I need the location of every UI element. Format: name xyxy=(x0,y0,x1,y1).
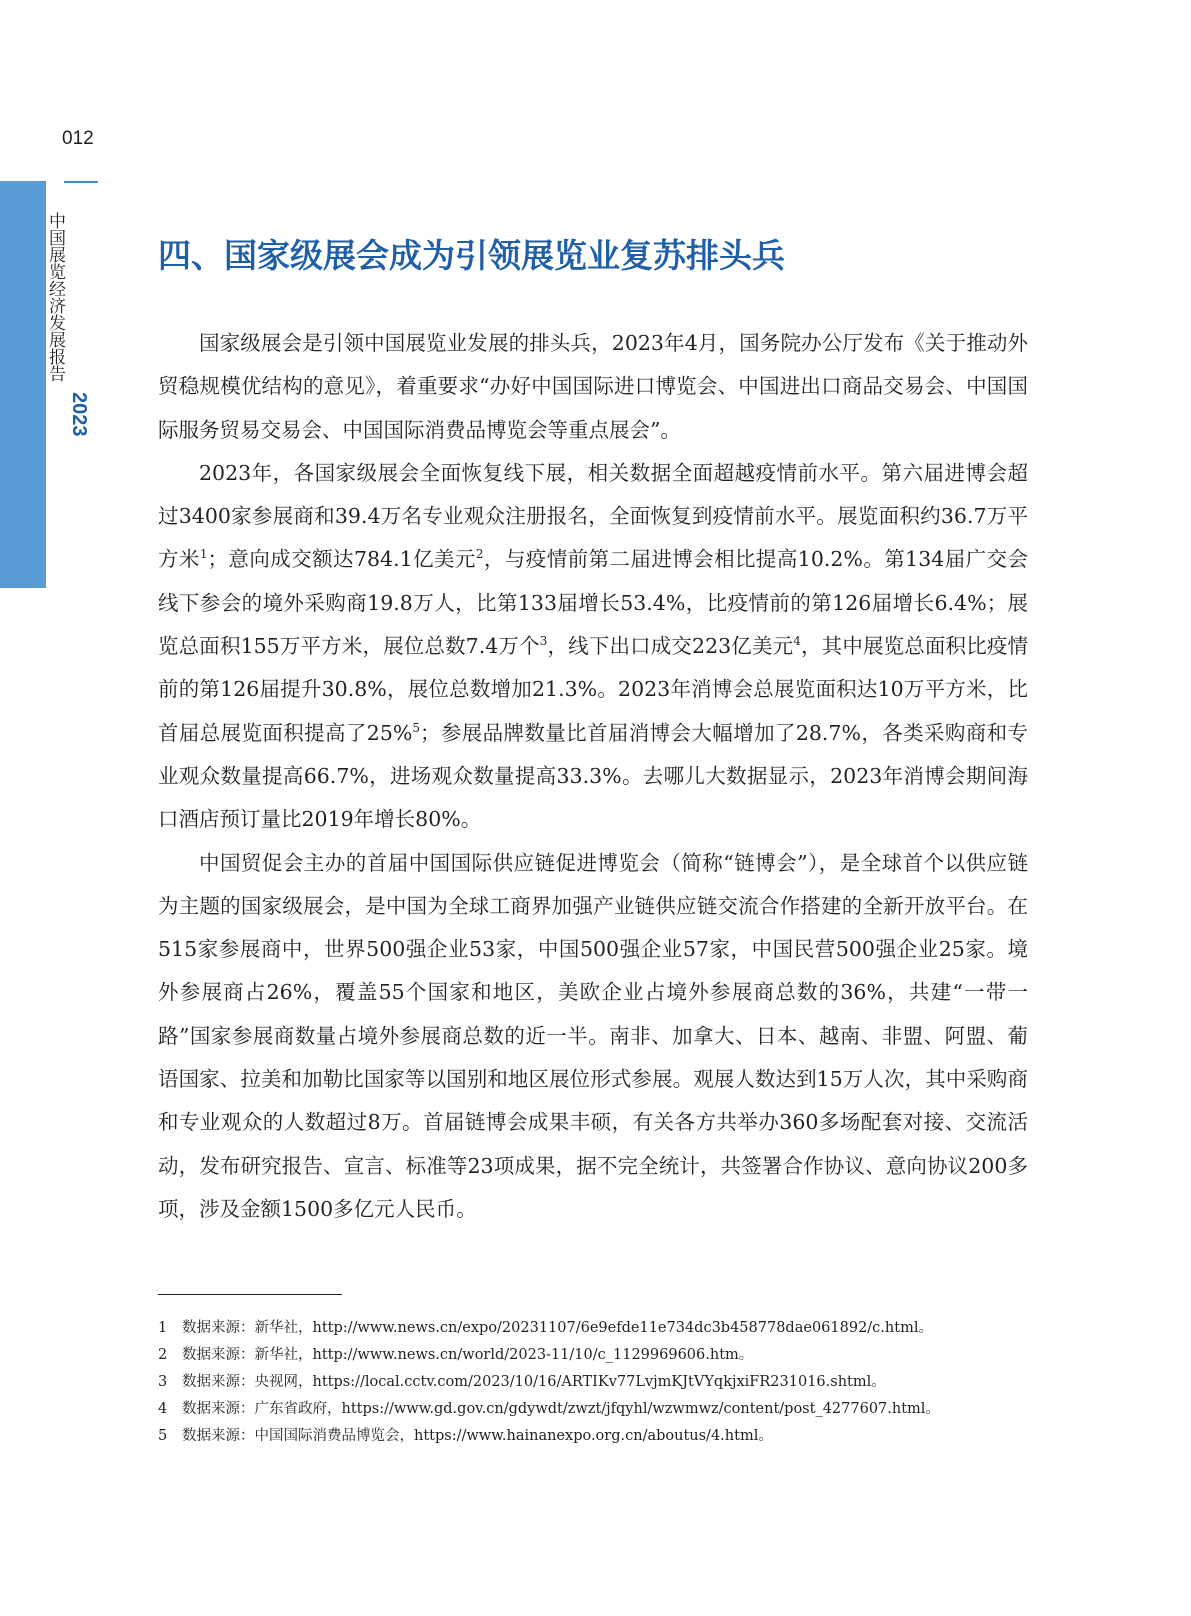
paragraph xyxy=(158,452,1028,842)
footnote-text: 数据来源：新华社，http://www.news.cn/expo/20231107/6e9efde11e734dc3b458778dae061892/c.html。 xyxy=(182,1320,933,1336)
footnote-number: 3 xyxy=(158,1374,168,1390)
footnote xyxy=(158,1423,1038,1450)
footnote-text: 数据来源：新华社，http://www.news.cn/world/2023-11/10/c_1129969606.htm。 xyxy=(182,1347,754,1363)
paragraph xyxy=(158,322,1028,452)
footnote-number: 1 xyxy=(158,1320,168,1336)
footnote-rule xyxy=(158,1294,342,1295)
footnotes xyxy=(158,1315,1038,1450)
paragraph-text: 国家级展会是引领中国展览业发展的排头兵，2023年4月，国务院办公厅发布《关于推动外贸稳规模优结构的意见》，着重要求“办好中国国际进口博览会、中国进出口商品交易会、中国国际服务贸易交易会、中国国际消费品博览会等重点展会”。 xyxy=(158,331,1028,442)
running-header-title: 中国展览经济发展报告 xyxy=(45,212,65,382)
footnote xyxy=(158,1396,1038,1423)
footnote xyxy=(158,1315,1038,1342)
footnote xyxy=(158,1369,1038,1396)
footnote-ref[interactable]: 2 xyxy=(475,547,484,562)
footnote xyxy=(158,1342,1038,1369)
section-heading: 四、国家级展会成为引领展览业复苏排头兵 xyxy=(158,236,785,275)
sidebar-band xyxy=(0,181,46,588)
page-number-rule xyxy=(64,181,98,183)
paragraph-text: ；参展品牌数量比首届消博会大幅增加了28.7%，各类采购商和专业观众数量提高66.7%，进场观众数量提高33.3%。去哪儿大数据显示，2023年消博会期间海口酒店预订量比2019年增长80%。 xyxy=(158,720,1028,832)
footnote-text: 数据来源：中国国际消费品博览会，https://www.hainanexpo.org.cn/aboutus/4.html。 xyxy=(182,1428,773,1444)
paragraph-text: 中国贸促会主办的首届中国国际供应链促进博览会（简称“链博会”），是全球首个以供应链为主题的国家级展会，是中国为全球工商界加强产业链供应链交流合作搭建的全新开放平台。在515家参展商中，世界500强企业53家，中国500强企业57家，中国民营500强企业25家。境外参展商占26%，覆盖55个国家和地区，美欧企业占境外参展商总数的36%，共建“一带一路”国家参展商数量占境外参展商总数的近一半。南非、加拿大、日本、越南、非盟、阿盟、葡语国家、拉美和加勒比国家等以国别和地区展位形式参展。观展人数达到15万人次，其中采购商和专业观众的人数超过8万。首届链博会成果丰硕，有关各方共举办360多场配套对接、交流活动，发布研究报告、宣言、标准等23项成果，据不完全统计，共签署合作协议、意向协议200多项，涉及金额1500多亿元人民币。 xyxy=(158,850,1028,1221)
running-header-year: 2023 xyxy=(68,392,90,437)
paragraph-text: 2023年，各国家级展会全面恢复线下展，相关数据全面超越疫情前水平。第六届进博会超过3400家参展商和39.4万名专业观众注册报名，全面恢复到疫情前水平。展览面积约36.7万平方米 xyxy=(158,460,1028,572)
footnote-ref[interactable]: 5 xyxy=(412,720,420,735)
footnote-number: 2 xyxy=(158,1347,168,1363)
page-number: 012 xyxy=(62,128,94,149)
paragraph-text: ，线下出口成交223亿美元 xyxy=(547,634,794,659)
footnote-ref[interactable]: 3 xyxy=(539,634,548,649)
footnote-ref[interactable]: 4 xyxy=(793,634,801,649)
footnote-number: 4 xyxy=(158,1401,168,1417)
footnote-number: 5 xyxy=(158,1428,168,1444)
paragraph-text: ，其中展览总面积比疫情前的第126届提升30.8%，展位总数增加21.3%。2023年消博会总展览面积达10万平方米，比首届总展览面积提高了25% xyxy=(158,634,1028,745)
footnote-ref[interactable]: 1 xyxy=(199,547,208,562)
footnote-text: 数据来源：央视网，https://local.cctv.com/2023/10/16/ARTIKv77LvjmKJtVYqkjxiFR231016.shtml。 xyxy=(182,1374,886,1390)
paragraph xyxy=(158,842,1028,1232)
body-text xyxy=(158,322,1028,1231)
paragraph-text: ；意向成交额达784.1亿美元 xyxy=(207,547,476,572)
footnote-text: 数据来源：广东省政府，https://www.gd.gov.cn/gdywdt/zwzt/jfqyhl/wzwmwz/content/post_4277607.html。 xyxy=(182,1401,940,1417)
paragraph-text: ，与疫情前第二届进博会相比提高10.2%。第134届广交会线下参会的境外采购商19.8万人，比第133届增长53.4%，比疫情前的第126届增长6.4%；展览总面积155万平方米，展位总数7.4万个 xyxy=(158,547,1029,659)
